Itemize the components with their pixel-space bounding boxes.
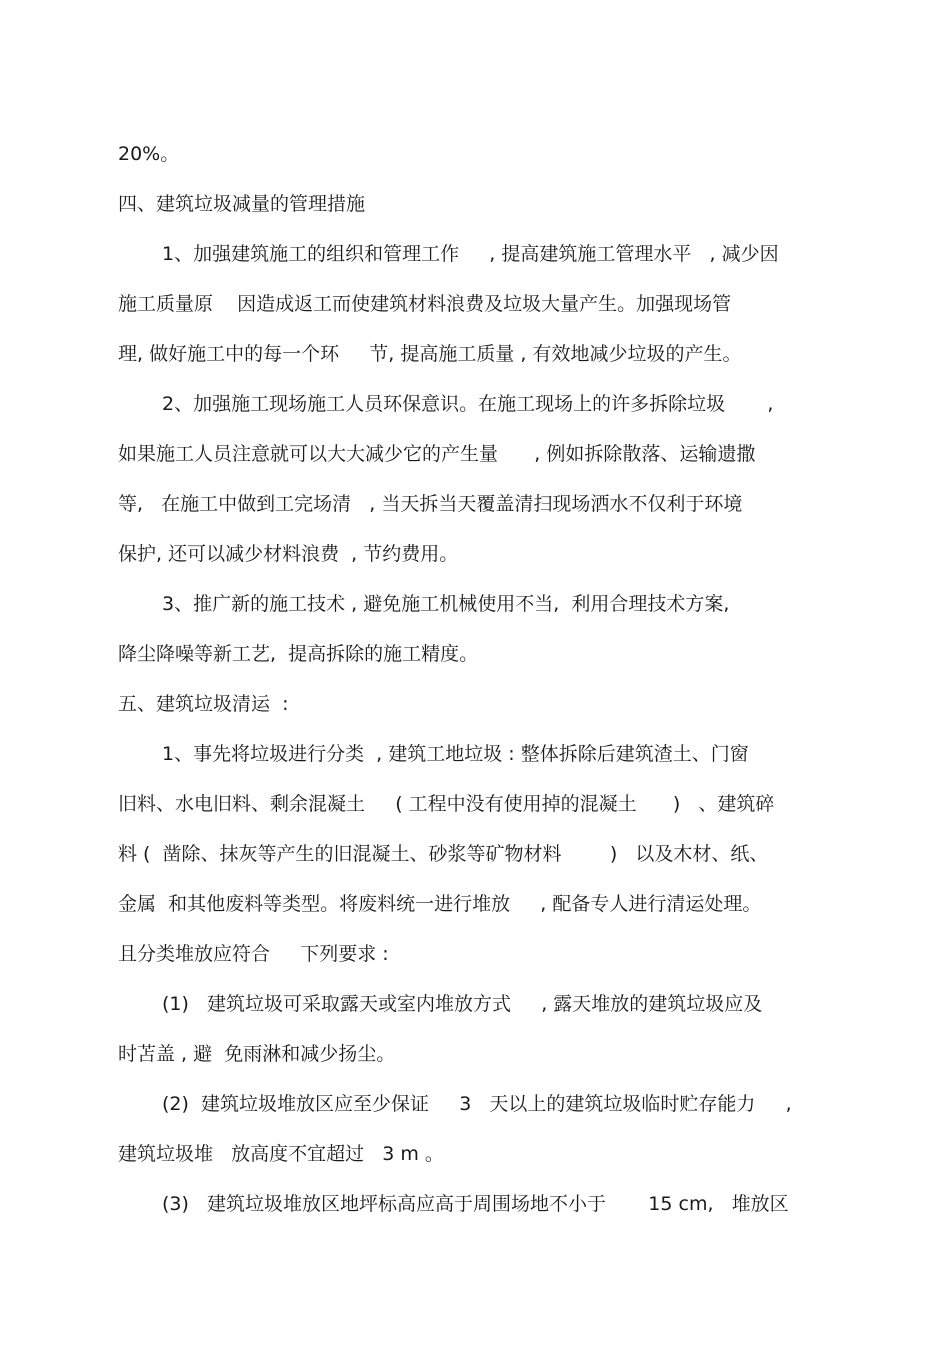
text-line: 建筑垃圾堆 放高度不宜超过 3 m 。 xyxy=(118,1143,444,1165)
text-line: 料 ( 凿除、抹灰等产生的旧混凝土、砂浆等矿物材料 ) 以及木材、纸、 xyxy=(118,843,769,865)
section-heading: 五、建筑垃圾清运 : xyxy=(118,693,289,715)
text-line: 时苫盖 , 避 免雨淋和减少扬尘。 xyxy=(118,1043,396,1065)
text-line: (2) 建筑垃圾堆放区应至少保证 3 天以上的建筑垃圾临时贮存能力 , xyxy=(162,1093,792,1115)
text-line: 1、事先将垃圾进行分类 , 建筑工地垃圾 : 整体拆除后建筑渣土、门窗 xyxy=(162,743,749,765)
text-line: 旧料、水电旧料、剩余混凝土 ( 工程中没有使用掉的混凝土 ) 、建筑碎 xyxy=(118,793,775,815)
text-line: 如果施工人员注意就可以大大减少它的产生量 , 例如拆除散落、运输遗撒 xyxy=(118,443,756,465)
text-line: 理, 做好施工中的每一个环 节, 提高施工质量 , 有效地减少垃圾的产生。 xyxy=(118,343,742,365)
text-line: 且分类堆放应符合 下列要求 : xyxy=(118,943,389,965)
text-line: 金属 和其他废料等类型。将废料统一进行堆放 , 配备专人进行清运处理。 xyxy=(118,893,762,915)
text-line: 保护, 还可以减少材料浪费 , 节约费用。 xyxy=(118,543,459,565)
text-line: 1、加强建筑施工的组织和管理工作 , 提高建筑施工管理水平 , 减少因 xyxy=(162,243,779,265)
text-line: 2、加强施工现场施工人员环保意识。在施工现场上的许多拆除垃圾 , xyxy=(162,393,774,415)
text-line: (1) 建筑垃圾可采取露天或室内堆放方式 , 露天堆放的建筑垃圾应及 xyxy=(162,993,763,1015)
text-line: 施工质量原 因造成返工而使建筑材料浪费及垃圾大量产生。加强现场管 xyxy=(118,293,732,315)
text-line: 20%。 xyxy=(118,143,180,165)
text-line: (3) 建筑垃圾堆放区地坪标高应高于周围场地不小于 15 cm, 堆放区 xyxy=(162,1193,789,1215)
text-line: 降尘降噪等新工艺, 提高拆除的施工精度。 xyxy=(118,643,479,665)
text-line: 3、推广新的施工技术 , 避免施工机械使用不当, 利用合理技术方案, xyxy=(162,593,730,615)
section-heading: 四、建筑垃圾减量的管理措施 xyxy=(118,193,366,215)
text-line: 等, 在施工中做到工完场清 , 当天拆当天覆盖清扫现场洒水不仅利于环境 xyxy=(118,493,743,515)
